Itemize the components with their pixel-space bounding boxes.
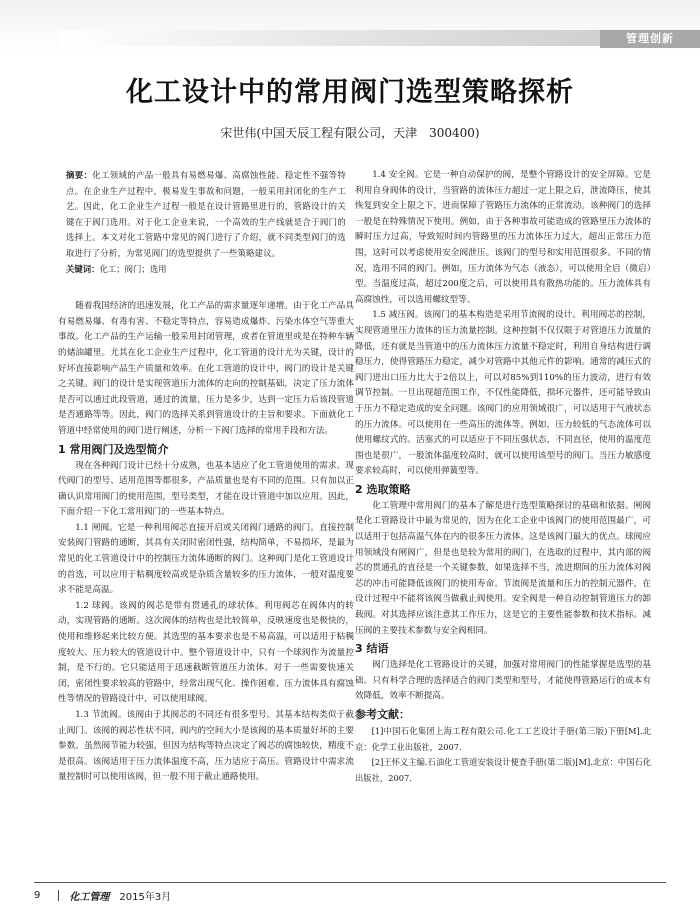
footer [34, 888, 171, 903]
section-2-paragraph: 化工管理中常用阀门的基本了解是进行选型策略探讨的基础和依据。闸阀是化工管路设计中最为常见的，因为在化工企业中该阀门的使用范围最广，可以适用于包括高温气体在内的很多压力流体。这是该阀门最大的优点。球阀应用领域没有闸阀广，但是也是较为常用的阀门，在选取的过程中，其内部的阀芯的贯通孔的直径是一个关键参数，如果选择不当，流进期间的压力流体对阀芯的冲击可能降低该阀门的使用寿命。节流阀是流量和压力的控制元器件，在设计过程中不能将该阀当做截止阀使用。安全阀是一种自动控制管道压力的卸载阀。对其选择应该注意其工作压力，这是它的主要性能参数和技术指标。减压阀的主要技术参数与安全阀相同。 [355, 500, 651, 636]
abstract [58, 168, 354, 262]
article-title: 化工设计中的常用阀门选型策略探析 [126, 77, 574, 108]
section-heading-2: 2 选取策略 [355, 482, 411, 496]
footer-separator [58, 890, 59, 901]
footer-rule [34, 882, 666, 883]
section-heading-3: 3 结语 [355, 642, 389, 656]
right-column [355, 168, 651, 786]
section-1-paragraph: 现在各种阀门设计已经十分成熟，也基本适应了化工管道使用的需求。现代阀门的型号、适用范围等都很多，产品质量也是有不同的范围。只有加以正确认识常用阀门的使用范围，型号类型，才能在设计管道中加以应用。因此，下面介绍一下化工常用阀门的一些基本特点。 [58, 460, 354, 518]
left-column [58, 168, 354, 786]
gate-valve-paragraph: 1.1 闸阀。它是一种利用阀芯直接开启或关闭阀门通路的阀门。直接控制安装阀门管路的通断，其具有关闭时密闭性强，结构简单，不易损坏，是最为常见的化工管道设计中的控制压力流体通断的阀门。这种阀门是化工管道设计的首选，可以应用于粘稠度较高或是杂质含量较多的压力流体，一般对温度要求不能是高温。 [58, 522, 354, 596]
section-heading-1: 1 常用阀门及选型简介 [58, 442, 169, 456]
reducing-valve-paragraph: 1.5 减压阀。该阀门的基本构造是采用节流阀的设计。利用阀芯的控制，实现管道里压力流体的压力流量控制。这种控制不仅仅限于对管道压力流量的降低，还有就是当管道中的压力流体压力流量不稳定时，利用自身结构进行调稳压力，使得管路压力稳定，减少对管路中其他元件的影响。通常的减压式的阀门进出口压力比大于2倍以上，可以对85%到110%的压力波动，进行有效调节控制。一旦出现超范围工作，不仅性能降低，损坏元器件，还可能导致由于压力不稳定造成的安全问题。该阀门的应用领域很广，可以适用于气液状态的压力流体。可以使用在一些高压的流体等。例如，压力较低的气态流体可以使用螺纹式的。活塞式的可以适应于不同压强状态，不同直径，使用的温度范围也是很广，一般流体温度较高时，就可以使用该型号的阀门。当压力敏感度要求较高时，可以使用弹簧型等。 [355, 310, 651, 477]
keywords-text: 化工；阀门；选用 [99, 263, 167, 274]
section-tag: 管理创新 [600, 30, 700, 48]
conclusion-paragraph: 阀门选择是化工管路设计的关键，加强对常用阀门的性能掌握是选型的基础。只有科学合理的选择适合的阀门类型和型号，才能使得管路运行的成本有效降低，效率不断提高。 [355, 660, 651, 702]
author-name: 宋世伟 [220, 126, 257, 140]
ball-valve-paragraph: 1.2 球阀。该阀的阀芯是带有贯通孔的球状体。利用阀芯在阀体内的转动，实现管路的通断。这次阀体的结构也是比较简单，反映速度也是极快的，使用和维修起来比较方便。其选型的基本要求也是不易高温，可以适用于粘稠度较大、压力较大的管道设计中。整个管道设计中，只有一个球阀作为流量控制，是不行的。它只能适用于迅速截断管道压力流体。对于一些需要快速关闭，密闭性要求较高的管路中，经常出现气化、操作困难、压力流体具有腐蚀性等情况的管路设计中，可以使用球阀。 [58, 600, 354, 705]
page-number: 9 [34, 890, 41, 901]
safety-valve-paragraph: 1.4 安全阀。它是一种自动保护的阀，是整个管路设计的安全屏障。它是利用自身阀体的设计，当管路的流体压力超过一定上限之后，泄流降压，使其恢复到安全上限之下，进而保障了管路压力流体的正常流动。该种阀门的选择一般是在特殊情况下使用。例如，由于各种事故可能造成的管路里压力流体的瞬时压力过高，导致短时间内管路里的压力流体压力过大，超出正常压力范围，这时可以考虑使用安全阀泄压。该阀门的型号和实用范围很多。不同的情况，选用不同的阀门。例如，压力流体为气态（液态），可以使用全启（微启）型。当温度过高，超过200度之后，可以使用具有散热功能的。压力流体具有高腐蚀性，可以选用螺纹型等。 [355, 170, 651, 305]
header-band [0, 0, 700, 52]
reference-2: [2]王怀义主编.石油化工管道安装设计便查手册(第二版)[M].北京：中国石化出版社，2007. [355, 757, 651, 783]
abstract-label: 摘要： [66, 170, 93, 180]
keywords [58, 262, 354, 278]
author-line [0, 124, 700, 141]
abstract-text: 化工领域的产品一般具有易燃易爆、高腐蚀性能、稳定性不强等特点。在企业生产过程中，极易发生事故和问题，一般采用封闭化的生产工艺。因此，化工企业生产过程一般是在设计管路里进行的，管路设计的关键在于阀门选用。对于化工企业来说，一个高效的生产线就是合于阀门的选择上。本文对化工管路中常见的阀门进行了介绍，就不同类型阀门的选取进行了分析，为常见阀门的选型提供了一些策略建议。 [66, 170, 346, 258]
references-heading: 参考文献： [355, 708, 410, 721]
keywords-label: 关键词： [66, 263, 100, 274]
reference-1: [1]中国石化集团上海工程有限公司.化工工艺设计手册(第三版)下册[M].北京：化学工业出版社，2007. [355, 726, 651, 752]
issue-date: 2015年3月 [119, 892, 172, 903]
author-affiliation: (中国天辰工程有限公司，天津 300400) [256, 126, 480, 140]
intro-paragraph: 随着我国经济的迅速发展，化工产品的需求量逐年递增。由于化工产品具有易燃易爆、有毒有害、不稳定等特点，容易造成爆炸、污染水体空气等重大事故。化工产品的生产运输一般采用封闭管理，或者在管道里或是在特种车辆的储油罐里。尤其在化工企业生产过程中，化工管道的设计尤为关键，设计的好坏直接影响产品生产质量和效率。在化工管道的设计中，阀门的设计是关键之关键。阀门的设计是实现管道压力流体的走向的控制基础，决定了压力流体是否可以通过此段管道，通过的流量，压力是多少，达到一定压力后该段管道是否通路等等。因此，阀门的选择关系到管道设计的主旨和要求。下面就化工管道中经常使用的阀门进行阐述，分析一下阀门选择的常用手段和方法。 [58, 301, 354, 436]
throttle-valve-paragraph: 1.3 节流阀。该阀由于其阀芯的不同还有很多型号。其基本结构类似于截止阀门。该阀的阀芯性状不同，阀内的空间大小是该阀的基本质量好坏的主要参数。虽然阀节能力较强，但因为结构等特点决定了阀芯的腐蚀较快，精度不是很高。该阀适用于压力流体温度不高，压力适应于高压。管路设计中需求流量控制时可以使用该阀，但一般不用于截止通路使用。 [58, 710, 354, 783]
journal-name: 化工管理 [69, 892, 110, 903]
